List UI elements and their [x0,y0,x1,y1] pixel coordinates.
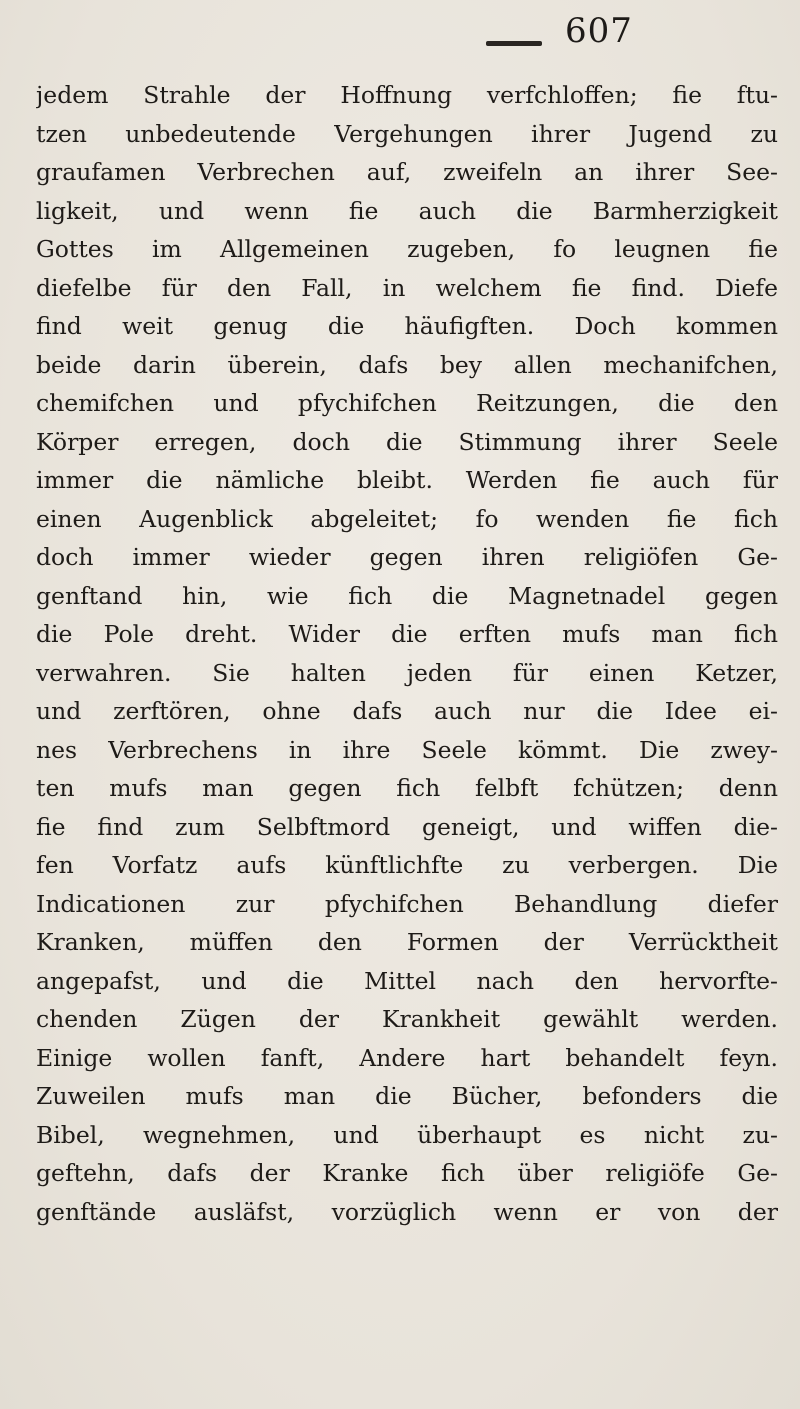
text-line: graufamen Verbrechen auf, zweifeln an ihrer See- [36,158,778,186]
text-line: doch immer wieder gegen ihren religiöfen Ge- [36,543,778,571]
text-line: fen Vorfatz aufs künftlichfte zu verbergen. Die [36,851,778,879]
text-line: Kranken, müffen den Formen der Verrücktheit [36,928,778,956]
text-line: immer die nämliche bleibt. Werden fie auch für [36,466,778,494]
text-line: jedem Strahle der Hoffnung verfchloffen; fie ftu- [36,81,778,109]
text-line: chenden Zügen der Krankheit gewählt werden. [36,1005,778,1033]
text-line: ligkeit, und wenn fie auch die Barmherzigkeit [36,196,778,225]
text-line: diefelbe für den Fall, in welchem fie find. Diefe [36,273,778,302]
text-line: nes Verbrechens in ihre Seele kömmt. Die zwey- [36,735,778,764]
text-line: genftände ausläfst, vorzüglich wenn er von der [36,1197,778,1226]
text-line: fie find zum Selbftmord geneigt, und wiffen die- [36,812,778,841]
header-rule [486,41,542,46]
text-line: Gottes im Allgemeinen zugeben, fo leugnen fie [36,235,778,263]
text-line: chemifchen und pfychifchen Reitzungen, die den [36,389,778,417]
text-line: Körper erregen, doch die Stimmung ihrer Seele [36,427,778,456]
page-number: 607 [565,11,633,51]
text-line: Einige wollen fanft, Andere hart behandelt feyn. [36,1043,778,1072]
text-line: beide darin überein, dafs bey allen mechanifchen, [36,350,778,379]
text-line: Zuweilen mufs man die Bücher, befonders die [36,1082,778,1110]
text-line: und zerftören, ohne dafs auch nur die Idee ei- [36,697,778,725]
text-line: ten mufs man gegen fich felbft fchützen; denn [36,774,778,802]
text-line: Indicationen zur pfychifchen Behandlung diefer [36,889,778,918]
text-line: tzen unbedeutende Vergehungen ihrer Jugend zu [36,119,778,148]
text-line: Bibel, wegnehmen, und überhaupt es nicht zu- [36,1120,778,1149]
text-line: angepafst, und die Mittel nach den hervorfte- [36,966,778,995]
text-line: geftehn, dafs der Kranke fich über religiöfe Ge- [36,1159,778,1187]
text-line: find weit genug die häufigften. Doch kommen [36,312,778,340]
text-line: einen Augenblick abgeleitet; fo wenden fie fich [36,504,778,533]
body-text [36,76,776,1231]
text-line: genftand hin, wie fich die Magnetnadel gegen [36,581,778,610]
text-line: verwahren. Sie halten jeden für einen Ketzer, [36,658,778,687]
text-line: die Pole dreht. Wider die erften mufs man fich [36,620,778,648]
